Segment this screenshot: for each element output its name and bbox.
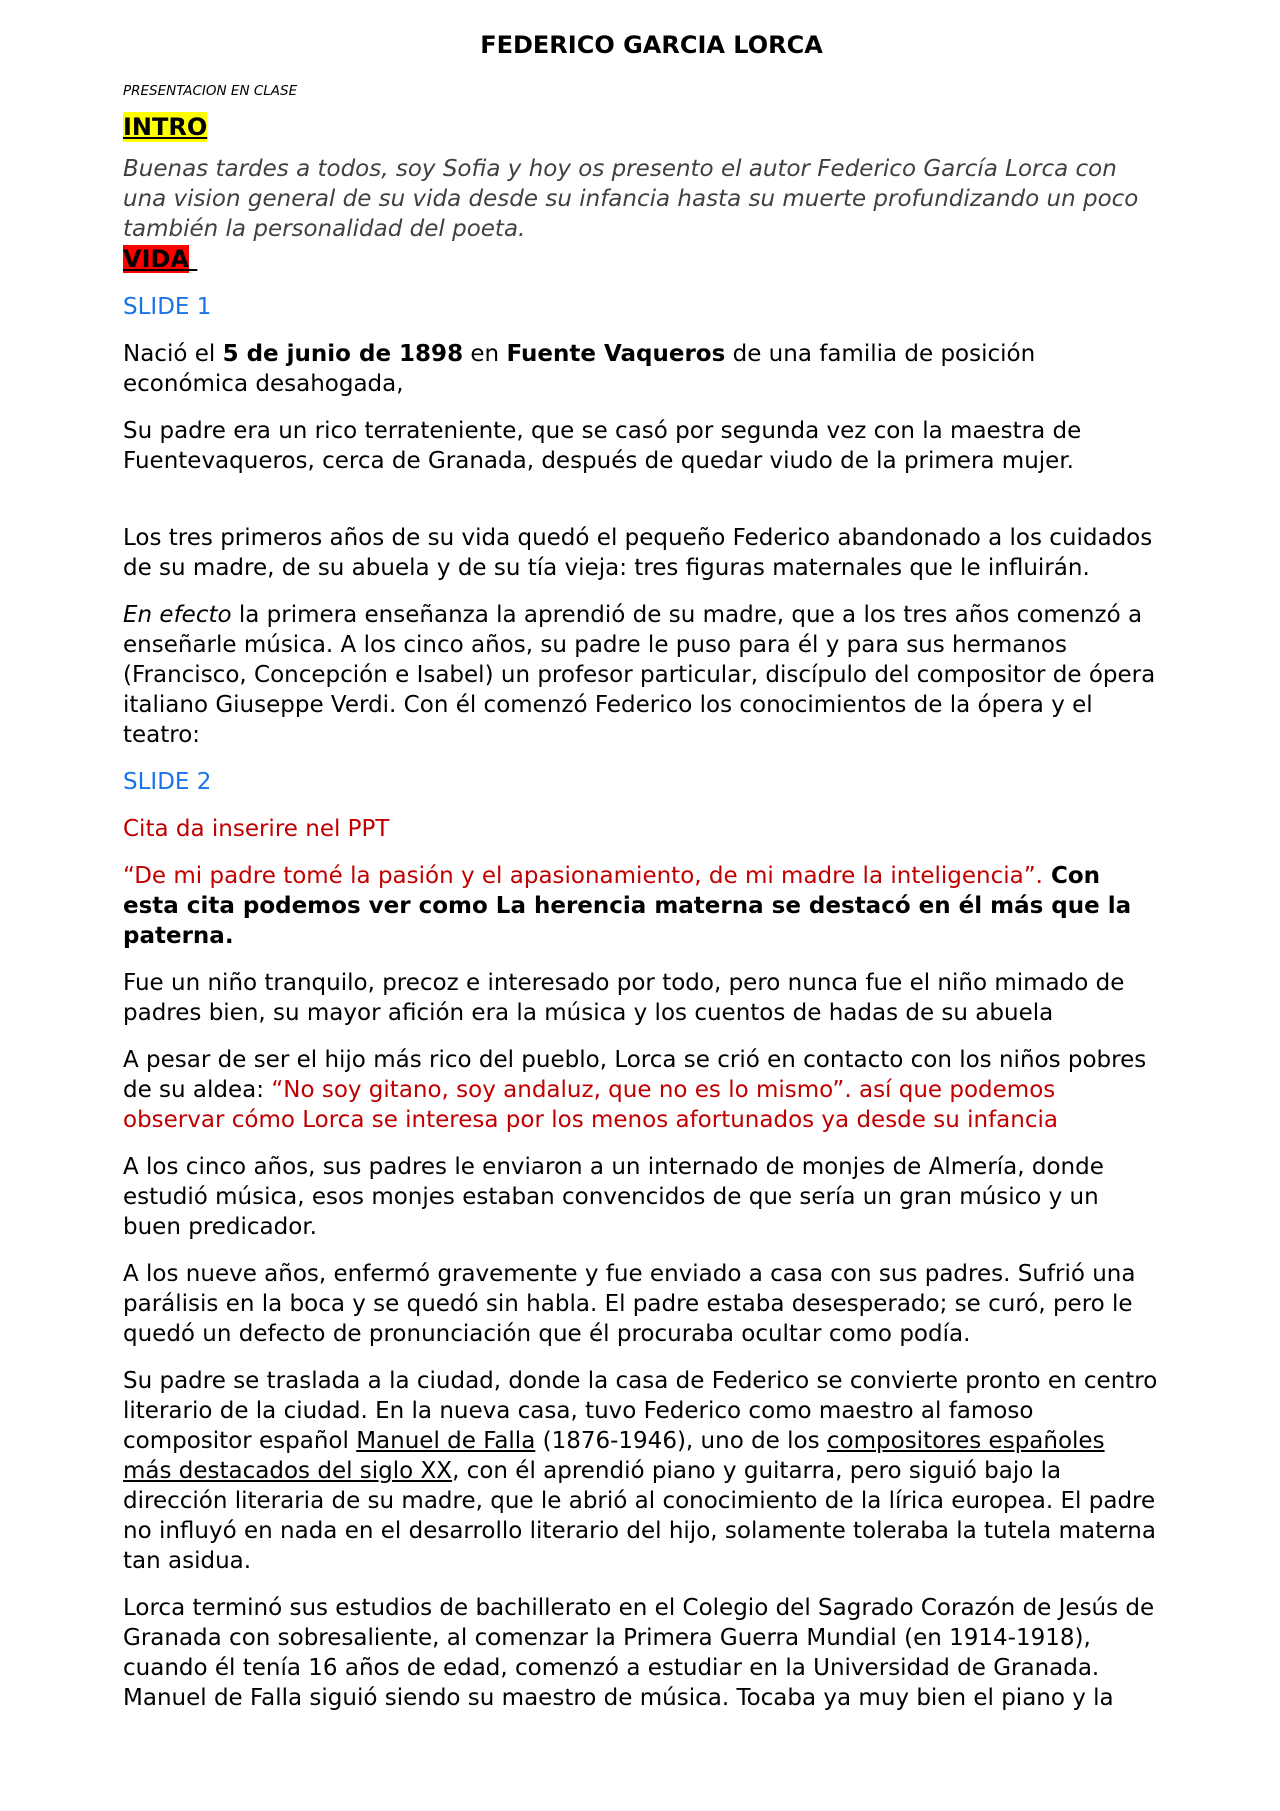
paragraph-birth — [123, 339, 1160, 399]
document-subtitle: PRESENTACION EN CLASE — [123, 83, 298, 99]
p1-text-c: de una familia de posición económica desahogada, — [123, 341, 1036, 397]
paragraph-village — [123, 1045, 1160, 1135]
vida-heading-text: VIDA — [123, 245, 189, 273]
birth-place: Fuente Vaqueros — [506, 341, 726, 367]
compositores-link[interactable]: compositores españoles más destacados del siglo XX — [123, 1428, 1105, 1484]
quote-text: “De mi padre tomé la pasión y el apasionamiento, de mi madre la inteligencia”. — [123, 863, 1043, 889]
paragraph-education — [123, 600, 1160, 750]
quote-comment: Con esta cita podemos ver como La herencia materna se destacó en él más que la paterna. — [123, 863, 1132, 949]
p1-text-b: en — [463, 341, 507, 367]
slide-2-label: SLIDE 2 — [123, 769, 212, 795]
p6-quote: “No soy gitano, soy andaluz, que no es lo mismo”. así que podemos observar cómo Lorca se interesa por los menos afortunados ya desde su infancia — [123, 1077, 1058, 1133]
p4-text: la primera enseñanza la aprendió de su madre, que a los tres años comenzó a enseñarle música. A los cinco años, su padre le puso para él y para sus hermanos (Francisco, Concepción e Isabel) un profesor particular, discípulo del compositor de ópera italiano Giuseppe Verdi. Con él comenzó Federico los conocimientos de la ópera y el teatro: — [123, 602, 1156, 748]
paragraph-studies: Lorca terminó sus estudios de bachillerato en el Colegio del Sagrado Corazón de Jesús de Granada con sobresaliente, al comenzar la Primera Guerra Mundial (en 1914-1918), cuando él tenía 16 años de edad, comenzó a estudiar en la Universidad de Granada. Manuel de Falla siguió siendo su maestro de música. Tocaba ya muy bien el piano y la — [123, 1595, 1155, 1711]
p4-italic-text: En efecto — [123, 602, 232, 628]
blank-line — [123, 493, 1160, 523]
p6-text: A pesar de ser el hijo más rico del pueblo, Lorca se crió en contacto con los niños pobres de su aldea: — [123, 1047, 1147, 1103]
cita-label: Cita da inserire nel PPT — [123, 816, 390, 842]
intro-section — [123, 112, 1160, 142]
birth-date: 5 de junio de 1898 — [222, 341, 464, 367]
intro-paragraph: Buenas tardes a todos, soy Sofia y hoy os presento el autor Federico García Lorca con una vision general de su vida desde su infancia hasta su muerte profundizando un poco también la personalidad del poeta. — [123, 156, 1139, 242]
intro-heading: INTRO — [123, 113, 208, 141]
vida-heading — [123, 244, 197, 274]
paragraph-early-years: Los tres primeros años de su vida quedó el pequeño Federico abandonado a los cuidados de su madre, de su abuela y de su tía vieja: tres figuras maternales que le influirán. — [123, 525, 1153, 581]
paragraph-father: Su padre era un rico terrateniente, que se casó por segunda vez con la maestra de Fuentevaqueros, cerca de Granada, después de quedar viudo de la primera mujer. — [123, 418, 1082, 474]
vida-section — [123, 244, 1160, 274]
manuel-de-falla-link[interactable]: Manuel de Falla — [356, 1428, 536, 1454]
p9-text-b: (1876-1946), uno de los — [535, 1428, 827, 1454]
p9-text-c: , con él aprendió piano y guitarra, pero siguió bajo la dirección literaria de su madre, que le abrió al conocimiento de la lírica europea. El padre no influyó en nada en el desarrollo literario del hijo, solamente toleraba la tutela materna tan asidua. — [123, 1458, 1156, 1574]
paragraph-illness: A los nueve años, enfermó gravemente y fue enviado a casa con sus padres. Sufrió una parálisis en la boca y se quedó sin habla. El padre estaba desesperado; se curó, pero le quedó un defecto de pronunciación que él procuraba ocultar como podía. — [123, 1261, 1136, 1347]
paragraph-childhood: Fue un niño tranquilo, precoz e interesado por todo, pero nunca fue el niño mimado de padres bien, su mayor afición era la música y los cuentos de hadas de su abuela — [123, 970, 1125, 1026]
paragraph-falla — [123, 1366, 1160, 1576]
paragraph-almeria: A los cinco años, sus padres le enviaron a un internado de monjes de Almería, donde estudió música, esos monjes estaban convencidos de que sería un gran músico y un buen predicador. — [123, 1154, 1104, 1240]
p9-text-a: Su padre se traslada a la ciudad, donde la casa de Federico se convierte pronto en centro literario de la ciudad. En la nueva casa, tuvo Federico como maestro al famoso compositor español — [123, 1368, 1158, 1454]
document-title: FEDERICO GARCIA LORCA — [480, 31, 823, 59]
slide-1-label: SLIDE 1 — [123, 294, 212, 320]
p1-text-a: Nació el — [123, 341, 223, 367]
paragraph-quote — [123, 861, 1160, 951]
